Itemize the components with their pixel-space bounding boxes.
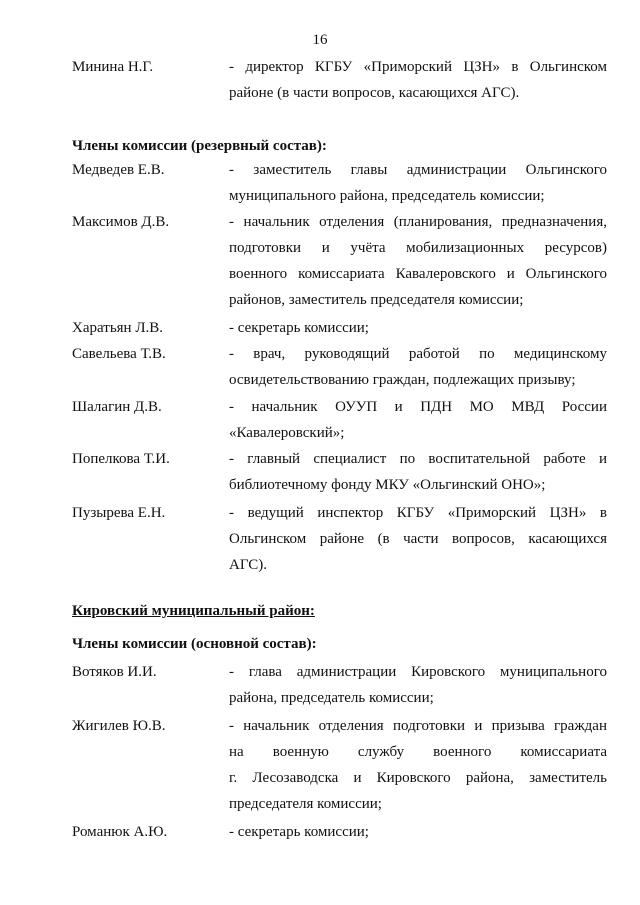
member-name: Шалагин Д.В. bbox=[72, 399, 162, 415]
member-name: Попелкова Т.И. bbox=[72, 451, 170, 467]
member-role bbox=[229, 315, 607, 341]
role-line: АГС). bbox=[229, 557, 268, 573]
member-role bbox=[229, 209, 607, 313]
role-line: военного комиссариата Кавалеровского и Ольгинского bbox=[229, 266, 607, 282]
member-name: Харатьян Л.В. bbox=[72, 320, 164, 336]
section-heading-reserve: Члены комиссии (резервный состав): bbox=[72, 138, 327, 154]
member-name: Пузырева Е.Н. bbox=[72, 505, 166, 521]
member-name: Максимов Д.В. bbox=[72, 214, 170, 230]
member-role bbox=[229, 500, 607, 578]
role-line: г. Лесозаводска и Кировского района, заместитель bbox=[229, 770, 607, 786]
member-role bbox=[229, 659, 607, 711]
member-role bbox=[229, 446, 607, 498]
role-line: - ведущий инспектор КГБУ «Приморский ЦЗН» в bbox=[229, 505, 607, 521]
role-line: районов, заместитель председателя комиссии; bbox=[229, 292, 524, 308]
member-name: Романюк А.Ю. bbox=[72, 824, 168, 840]
role-line: - директор КГБУ «Приморский ЦЗН» в Ольгинском bbox=[229, 59, 607, 75]
member-name: Минина Н.Г. bbox=[72, 59, 154, 75]
role-line: на военную службу военного комиссариата bbox=[229, 744, 607, 760]
member-role bbox=[229, 54, 607, 106]
district-title: Кировский муниципальный район: bbox=[72, 603, 315, 619]
role-line: - начальник отделения подготовки и призыва граждан bbox=[229, 718, 607, 734]
role-line: муниципального района, председатель комиссии; bbox=[229, 188, 545, 204]
role-line: освидетельствованию граждан, подлежащих призыву; bbox=[229, 372, 576, 388]
role-line: библиотечному фонду МКУ «Ольгинский ОНО»; bbox=[229, 477, 546, 493]
member-role bbox=[229, 157, 607, 209]
member-name: Жигилев Ю.В. bbox=[72, 718, 166, 734]
role-line: - секретарь комиссии; bbox=[229, 824, 369, 840]
role-line: - глава администрации Кировского муниципального bbox=[229, 664, 607, 680]
member-name: Савельева Т.В. bbox=[72, 346, 166, 362]
role-line: - начальник отделения (планирования, предназначения, bbox=[229, 214, 607, 230]
member-role bbox=[229, 394, 607, 446]
role-line: подготовки и учёта мобилизационных ресурсов) bbox=[229, 240, 607, 256]
role-line: - заместитель главы администрации Ольгинского bbox=[229, 162, 607, 178]
page-number: 16 bbox=[312, 32, 328, 48]
role-line: - секретарь комиссии; bbox=[229, 320, 369, 336]
role-line: председателя комиссии; bbox=[229, 796, 382, 812]
role-line: - начальник ОУУП и ПДН МО МВД России bbox=[229, 399, 607, 415]
member-role bbox=[229, 713, 607, 817]
role-line: «Кавалеровский»; bbox=[229, 425, 345, 441]
role-line: районе (в части вопросов, касающихся АГС). bbox=[229, 85, 520, 101]
member-role bbox=[229, 819, 607, 845]
member-name: Медведев Е.В. bbox=[72, 162, 165, 178]
section-heading-main: Члены комиссии (основной состав): bbox=[72, 636, 317, 652]
role-line: района, председатель комиссии; bbox=[229, 690, 434, 706]
role-line: Ольгинском районе (в части вопросов, касающихся bbox=[229, 531, 607, 547]
member-name: Вотяков И.И. bbox=[72, 664, 157, 680]
role-line: - главный специалист по воспитательной работе и bbox=[229, 451, 607, 467]
member-role bbox=[229, 341, 607, 393]
role-line: - врач, руководящий работой по медицинскому bbox=[229, 346, 607, 362]
